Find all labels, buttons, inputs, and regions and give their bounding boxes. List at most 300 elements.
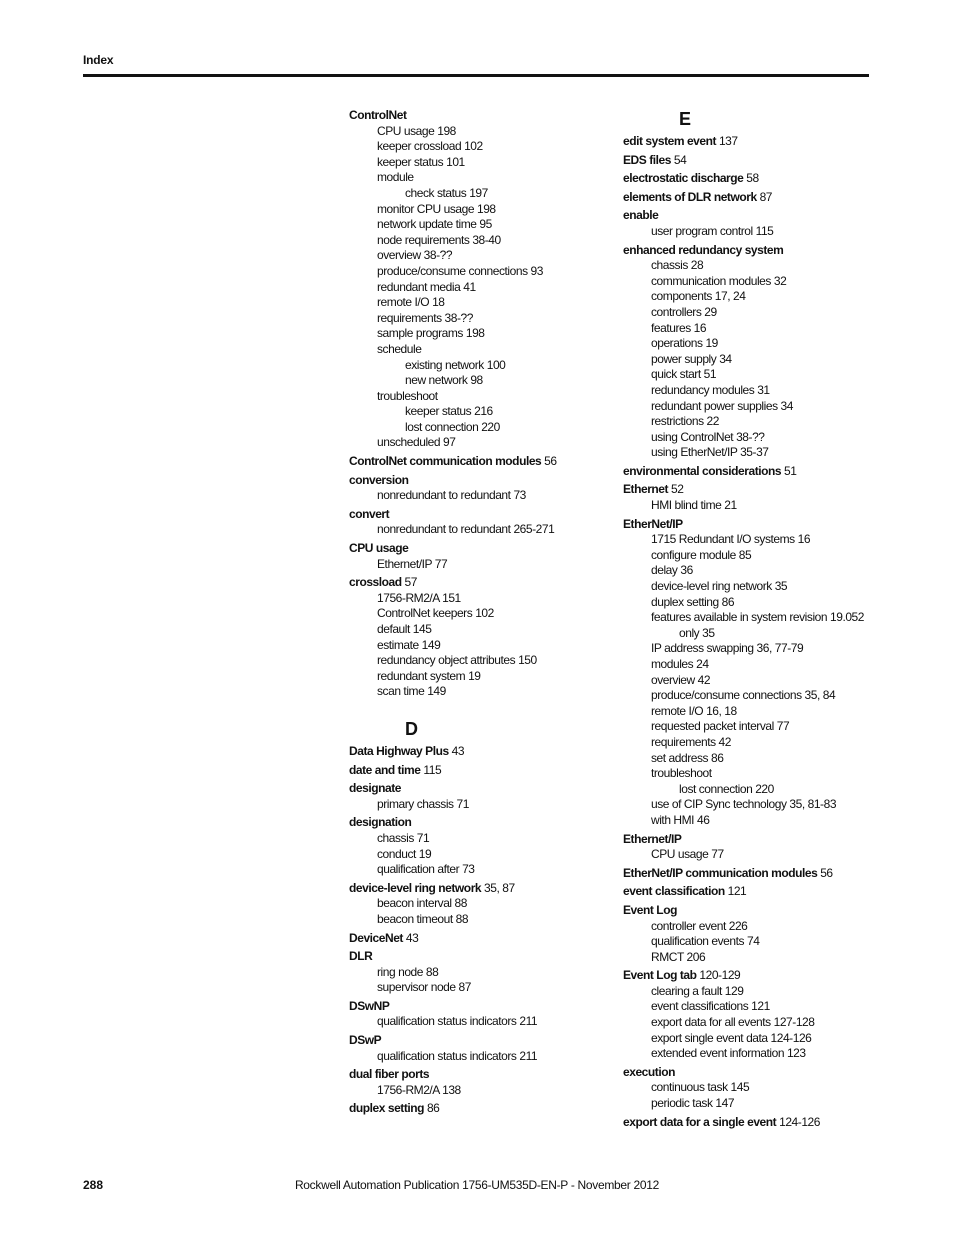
- entry-page-ref[interactable]: 19: [705, 336, 718, 351]
- entry-term: Ethernet/IP: [623, 831, 682, 846]
- entry-term: troubleshoot: [377, 388, 438, 403]
- index-entry: [623, 464, 878, 480]
- index-entry: [349, 1101, 604, 1117]
- entry-page-ref[interactable]: 28: [690, 258, 704, 273]
- entry-page-ref[interactable]: 115: [755, 223, 774, 238]
- entry-page-ref[interactable]: 77: [776, 719, 790, 734]
- entry-page-ref[interactable]: 98: [470, 373, 483, 388]
- entry-page-ref[interactable]: 129: [724, 983, 744, 998]
- entry-page-ref[interactable]: 57: [404, 575, 417, 590]
- entry-term: edit system event: [623, 134, 717, 148]
- entry-term: sample programs: [377, 326, 463, 341]
- index-subentry: [623, 1080, 878, 1096]
- entry-page-ref[interactable]: 151: [442, 590, 461, 605]
- entry-term: conduct: [377, 846, 416, 861]
- entry-term: features available in system revision 19.052 only: [651, 610, 864, 640]
- entry-page-ref[interactable]: 88: [454, 896, 467, 911]
- index-entry: [623, 171, 878, 187]
- entry-page-ref[interactable]: 32: [773, 273, 787, 288]
- entry-term: existing network: [405, 357, 484, 372]
- index-subentry: [623, 430, 878, 446]
- entry-page-ref[interactable]: 35, 81-83: [789, 797, 837, 812]
- index-column-left: [349, 108, 604, 1117]
- entry-page-ref[interactable]: 19: [468, 668, 481, 683]
- entry-term: EtherNet/IP communication modules: [623, 865, 818, 880]
- index-entry: [349, 999, 604, 1015]
- entry-page-ref[interactable]: 17, 24: [714, 289, 746, 304]
- entry-term: RMCT: [651, 949, 684, 964]
- entry-term: network update time: [377, 217, 477, 232]
- entry-term: device-level ring network: [651, 579, 772, 594]
- entry-page-ref[interactable]: 101: [446, 154, 465, 169]
- entry-page-ref[interactable]: 87: [759, 189, 773, 204]
- entry-term: nonredundant to redundant: [377, 522, 511, 537]
- entry-term: keeper crossload: [377, 139, 462, 154]
- index-entry: [623, 866, 878, 882]
- index-subentry: [623, 532, 878, 548]
- entry-term: requirements: [651, 734, 716, 749]
- index-subentry: [623, 919, 878, 935]
- entry-page-ref[interactable]: 34: [719, 351, 732, 366]
- entry-page-ref[interactable]: 137: [718, 134, 738, 148]
- entry-term: Event Log: [623, 902, 677, 917]
- index-subentry: [349, 358, 604, 374]
- entry-term: overview: [651, 672, 695, 687]
- entry-term: IP address swapping: [651, 641, 754, 656]
- index-subentry: [349, 862, 604, 878]
- entry-term: DSwNP: [349, 998, 390, 1013]
- entry-page-ref[interactable]: 71: [416, 830, 430, 845]
- entry-page-ref[interactable]: 149: [427, 684, 446, 699]
- page-number: 288: [83, 1178, 104, 1192]
- index-entry: [623, 1115, 878, 1131]
- entry-term: export data for a single event: [623, 1114, 777, 1129]
- index-subentry: [349, 669, 604, 685]
- index-entry: [349, 1033, 604, 1049]
- entry-page-ref[interactable]: 56: [544, 454, 557, 469]
- entry-page-ref[interactable]: 36, 77-79: [756, 641, 804, 656]
- index-entry: [623, 884, 878, 900]
- index-subentry: [623, 274, 878, 290]
- entry-page-ref[interactable]: 42: [697, 672, 711, 687]
- header-rule: [83, 74, 869, 77]
- entry-term: user program control: [651, 223, 753, 238]
- index-subentry: [623, 999, 878, 1015]
- entry-term: redundant power supplies: [651, 398, 778, 413]
- entry-term: node requirements: [377, 232, 470, 247]
- entry-term: quick start: [651, 367, 701, 382]
- entry-term: crossload: [349, 575, 402, 590]
- index-subentry: [623, 704, 878, 720]
- entry-term: DSwP: [349, 1033, 382, 1048]
- index-subentry: [623, 352, 878, 368]
- index-subentry: [623, 595, 878, 611]
- index-subentry: [349, 139, 604, 155]
- index-subentry: [349, 435, 604, 451]
- entry-term: Data Highway Plus: [349, 743, 449, 758]
- index-subentry: [349, 488, 604, 504]
- entry-term: nonredundant to redundant: [377, 488, 511, 503]
- entry-page-ref[interactable]: 85: [738, 547, 752, 562]
- entry-page-ref[interactable]: 86: [710, 750, 724, 765]
- entry-term: beacon interval: [377, 896, 452, 911]
- entry-page-ref[interactable]: 211: [519, 1048, 538, 1063]
- entry-term: schedule: [377, 341, 422, 356]
- index-subentry: [623, 984, 878, 1000]
- entry-term: chassis: [377, 830, 414, 845]
- entry-term: 1756-RM2/A: [377, 1082, 440, 1097]
- entry-term: duplex setting: [651, 594, 719, 609]
- index-entry: [349, 763, 604, 779]
- entry-term: use of CIP Sync technology: [651, 797, 787, 812]
- entry-page-ref[interactable]: 73: [462, 862, 475, 877]
- entry-term: communication modules: [651, 273, 771, 288]
- index-subentry: [623, 563, 878, 579]
- index-subentry: [623, 688, 878, 704]
- entry-term: keeper status: [377, 154, 444, 169]
- entry-term: default: [377, 622, 410, 636]
- index-subentry: [623, 934, 878, 950]
- index-subentry: [623, 1031, 878, 1047]
- entry-term: Ethernet/IP: [377, 556, 432, 571]
- index-subentry: [349, 233, 604, 249]
- entry-page-ref[interactable]: 95: [479, 217, 492, 232]
- index-subentry: [623, 305, 878, 321]
- index-entry: [349, 815, 604, 831]
- entry-term: troubleshoot: [651, 766, 712, 781]
- index-subentry: [623, 399, 878, 415]
- entry-term: designation: [349, 815, 412, 830]
- index-subentry: [349, 1049, 604, 1065]
- index-subentry: [349, 980, 604, 996]
- entry-term: produce/consume connections: [651, 688, 802, 703]
- index-subentry: [623, 1046, 878, 1062]
- entry-page-ref[interactable]: 21: [724, 498, 737, 513]
- entry-page-ref[interactable]: 220: [755, 781, 774, 796]
- index-subentry: [623, 950, 878, 966]
- entry-page-ref[interactable]: 121: [751, 999, 770, 1014]
- entry-term: features: [651, 320, 691, 335]
- entry-page-ref[interactable]: 42: [718, 734, 731, 749]
- index-subentry: [623, 610, 878, 641]
- entry-page-ref[interactable]: 16: [693, 320, 707, 335]
- index-entry: [349, 454, 604, 470]
- entry-page-ref[interactable]: 121: [727, 884, 747, 899]
- index-subentry: [349, 522, 604, 538]
- entry-page-ref[interactable]: 58: [746, 171, 759, 186]
- entry-page-ref[interactable]: 18: [432, 295, 445, 310]
- entry-page-ref[interactable]: 102: [464, 139, 483, 154]
- entry-page-ref[interactable]: 198: [476, 201, 496, 216]
- index-entry: [623, 1065, 878, 1081]
- entry-term: delay: [651, 563, 678, 578]
- entry-page-ref[interactable]: 220: [481, 419, 500, 434]
- entry-term: components: [651, 289, 712, 304]
- entry-page-ref[interactable]: 123: [786, 1046, 806, 1061]
- index-subentry: [349, 831, 604, 847]
- index-entry: [349, 931, 604, 947]
- index-subentry: [623, 657, 878, 673]
- index-subentry: [623, 847, 878, 863]
- entry-page-ref[interactable]: 29: [704, 304, 717, 319]
- entry-page-ref[interactable]: 88: [425, 964, 439, 979]
- entry-term: lost connection: [405, 419, 479, 434]
- index-subentry: [623, 367, 878, 383]
- entry-page-ref[interactable]: 77: [434, 556, 448, 571]
- entry-term: requirements: [377, 310, 442, 325]
- entry-page-ref[interactable]: 35, 84: [804, 688, 836, 703]
- index-subentry: [349, 1083, 604, 1099]
- entry-page-ref[interactable]: 265-271: [513, 522, 555, 537]
- entry-page-ref[interactable]: 36: [680, 563, 693, 578]
- entry-page-ref[interactable]: 198: [465, 326, 485, 341]
- entry-term: operations: [651, 336, 703, 351]
- entry-page-ref[interactable]: 124-126: [779, 1114, 820, 1129]
- entry-term: elements of DLR network: [623, 189, 757, 204]
- section-title: Index: [83, 53, 114, 67]
- entry-page-ref[interactable]: 216: [474, 404, 493, 419]
- entry-term: environmental considerations: [623, 463, 782, 478]
- entry-page-ref[interactable]: 51: [703, 367, 717, 382]
- entry-page-ref[interactable]: 16: [797, 532, 811, 547]
- index-subentry: [349, 170, 604, 186]
- index-subentry: [349, 847, 604, 863]
- entry-term: 1715 Redundant I/O systems: [651, 532, 795, 547]
- index-subentry: [623, 548, 878, 564]
- entry-page-ref[interactable]: 38-??: [444, 310, 473, 325]
- index-subentry: [349, 965, 604, 981]
- entry-term: dual fiber ports: [349, 1067, 430, 1082]
- entry-term: EtherNet/IP: [623, 516, 683, 531]
- entry-term: CPU usage: [651, 847, 709, 862]
- entry-term: set address: [651, 750, 709, 765]
- entry-page-ref[interactable]: 35: [774, 579, 788, 594]
- index-entry: [623, 153, 878, 169]
- index-subentry: [349, 404, 604, 420]
- entry-page-ref[interactable]: 22: [706, 414, 719, 429]
- index-entry: [349, 781, 604, 797]
- entry-page-ref[interactable]: 149: [421, 637, 441, 652]
- index-entry: [349, 575, 604, 591]
- entry-term: event classification: [623, 884, 725, 899]
- index-subentry: [349, 557, 604, 573]
- index-entry: [623, 903, 878, 919]
- entry-term: device-level ring network: [349, 880, 482, 895]
- index-subentry: [349, 622, 604, 638]
- index-subentry: [349, 420, 604, 436]
- index-letter-heading: E: [679, 109, 692, 129]
- entry-page-ref[interactable]: 77: [711, 847, 724, 862]
- entry-term: monitor CPU usage: [377, 201, 475, 216]
- entry-page-ref[interactable]: 150: [518, 653, 537, 668]
- entry-page-ref[interactable]: 86: [426, 1101, 440, 1116]
- entry-term: remote I/O: [377, 295, 430, 310]
- index-subentry: [623, 735, 878, 751]
- entry-term: ring node: [377, 964, 423, 979]
- entry-page-ref[interactable]: 120-129: [699, 968, 741, 983]
- entry-term: DLR: [349, 949, 373, 964]
- index-subentry: [349, 638, 604, 654]
- entry-page-ref[interactable]: 73: [513, 488, 526, 503]
- entry-page-ref[interactable]: 35, 87: [484, 880, 515, 895]
- index-subentry: [623, 445, 878, 461]
- index-subentry: [349, 896, 604, 912]
- entry-term: Event Log tab: [623, 968, 697, 983]
- entry-page-ref[interactable]: 34: [780, 398, 793, 413]
- index-entry: [623, 208, 878, 224]
- entry-term: DeviceNet: [349, 930, 403, 945]
- entry-term: lost connection: [679, 781, 753, 796]
- index-column-right: [623, 108, 878, 1130]
- entry-term: CPU usage: [349, 541, 409, 556]
- entry-page-ref[interactable]: 43: [451, 743, 465, 758]
- entry-page-ref[interactable]: 54: [673, 152, 687, 167]
- index-subentry: [349, 606, 604, 622]
- entry-page-ref[interactable]: 197: [469, 185, 488, 200]
- entry-page-ref[interactable]: 38-??: [423, 248, 453, 263]
- entry-term: using EtherNet/IP: [651, 445, 738, 460]
- entry-page-ref[interactable]: 87: [458, 980, 471, 995]
- index-subentry: [349, 155, 604, 171]
- entry-term: designate: [349, 781, 401, 796]
- entry-page-ref[interactable]: 38-40: [472, 232, 501, 247]
- index-subentry: [349, 1014, 604, 1030]
- index-entry: [623, 832, 878, 848]
- index-entry: [349, 744, 604, 760]
- entry-term: export single event data: [651, 1030, 768, 1045]
- entry-page-ref[interactable]: 226: [728, 918, 748, 933]
- entry-page-ref[interactable]: 43: [405, 930, 419, 945]
- entry-term: conversion: [349, 472, 409, 487]
- entry-page-ref[interactable]: 31: [757, 382, 770, 397]
- index-subentry: [623, 498, 878, 514]
- index-entry: [349, 473, 604, 489]
- index-entry: [623, 134, 878, 150]
- index-entry: [349, 108, 604, 124]
- entry-page-ref[interactable]: 100: [486, 357, 506, 372]
- index-subentry: [623, 579, 878, 595]
- entry-page-ref[interactable]: 35-37: [740, 445, 769, 460]
- entry-term: 1756-RM2/A: [377, 590, 440, 605]
- entry-page-ref[interactable]: 206: [686, 949, 706, 964]
- index-subentry: [349, 280, 604, 296]
- index-subentry: [623, 1015, 878, 1031]
- index-subentry: [349, 124, 604, 140]
- index-subentry: [349, 797, 604, 813]
- entry-page-ref[interactable]: 38-??: [736, 429, 765, 444]
- index-subentry: [349, 295, 604, 311]
- index-subentry: [623, 751, 878, 767]
- entry-term: scan time: [377, 684, 425, 699]
- entry-term: produce/consume connections: [377, 263, 528, 278]
- entry-term: controllers: [651, 304, 702, 319]
- entry-term: beacon timeout: [377, 911, 453, 926]
- entry-page-ref[interactable]: 56: [820, 865, 833, 880]
- entry-term: unscheduled: [377, 435, 441, 450]
- index-subentry: [349, 311, 604, 327]
- entry-term: periodic task: [651, 1096, 713, 1111]
- index-entry: [349, 507, 604, 523]
- index-letter-heading: D: [405, 718, 418, 739]
- index-subentry: [623, 383, 878, 399]
- entry-page-ref[interactable]: 127-128: [773, 1015, 815, 1030]
- entry-term: modules: [651, 657, 694, 671]
- entry-term: qualification after: [377, 862, 460, 877]
- entry-term: redundancy object attributes: [377, 653, 516, 668]
- entry-page-ref[interactable]: 124-126: [770, 1030, 812, 1045]
- entry-page-ref[interactable]: 93: [530, 263, 543, 278]
- entry-term: convert: [349, 506, 390, 521]
- entry-page-ref[interactable]: 16, 18: [706, 703, 737, 718]
- index-subentry: [349, 373, 604, 389]
- index-subentry: [349, 217, 604, 233]
- entry-page-ref[interactable]: 71: [456, 796, 469, 811]
- entry-term: new network: [405, 373, 468, 388]
- entry-term: HMI blind time: [651, 498, 722, 513]
- entry-term: event classifications: [651, 999, 749, 1014]
- entry-page-ref[interactable]: 97: [443, 435, 456, 450]
- index-subentry: [349, 248, 604, 264]
- entry-page-ref[interactable]: 147: [715, 1096, 735, 1111]
- index-entry: [623, 482, 878, 498]
- entry-page-ref[interactable]: 35: [702, 625, 715, 640]
- index-subentry: [349, 653, 604, 669]
- entry-page-ref[interactable]: 24: [696, 657, 709, 671]
- entry-page-ref[interactable]: 46: [696, 812, 710, 827]
- entry-term: remote I/O: [651, 703, 704, 718]
- entry-page-ref[interactable]: 52: [670, 482, 684, 497]
- index-entry: [623, 243, 878, 259]
- index-subentry: [623, 414, 878, 430]
- entry-term: qualification status indicators: [377, 1014, 517, 1029]
- index-entry: [349, 541, 604, 557]
- entry-page-ref[interactable]: 145: [412, 622, 432, 636]
- entry-term: module: [377, 170, 414, 185]
- index-subentry: [623, 813, 878, 829]
- entry-term: qualification status indicators: [377, 1048, 517, 1063]
- entry-page-ref[interactable]: 145: [730, 1080, 750, 1095]
- entry-term: configure module: [651, 547, 736, 562]
- index-subentry: [349, 326, 604, 342]
- entry-term: ControlNet communication modules: [349, 454, 542, 469]
- entry-term: duplex setting: [349, 1101, 425, 1116]
- entry-term: qualification events: [651, 934, 745, 949]
- index-subentry: [623, 1096, 878, 1112]
- entry-term: overview: [377, 248, 421, 263]
- entry-page-ref[interactable]: 51: [784, 463, 797, 478]
- index-subentry: [623, 766, 878, 782]
- entry-term: supervisor node: [377, 980, 456, 995]
- entry-page-ref[interactable]: 102: [475, 606, 494, 621]
- entry-page-ref[interactable]: 138: [442, 1082, 461, 1097]
- entry-term: continuous task: [651, 1080, 728, 1095]
- entry-page-ref[interactable]: 19: [418, 846, 432, 861]
- entry-term: Ethernet: [623, 482, 669, 497]
- entry-term: keeper status: [405, 404, 472, 419]
- index-subentry: [623, 289, 878, 305]
- entry-page-ref[interactable]: 86: [721, 594, 735, 609]
- entry-page-ref[interactable]: 115: [423, 762, 442, 777]
- entry-page-ref[interactable]: 74: [746, 934, 760, 949]
- entry-page-ref[interactable]: 211: [519, 1014, 538, 1029]
- entry-term: CPU usage: [377, 123, 435, 138]
- entry-page-ref[interactable]: 198: [437, 123, 456, 138]
- entry-term: enhanced redundancy system: [623, 242, 784, 257]
- entry-page-ref[interactable]: 41: [463, 279, 476, 294]
- index-subentry: [623, 321, 878, 337]
- entry-page-ref[interactable]: 88: [455, 911, 469, 926]
- entry-term: controller event: [651, 918, 726, 933]
